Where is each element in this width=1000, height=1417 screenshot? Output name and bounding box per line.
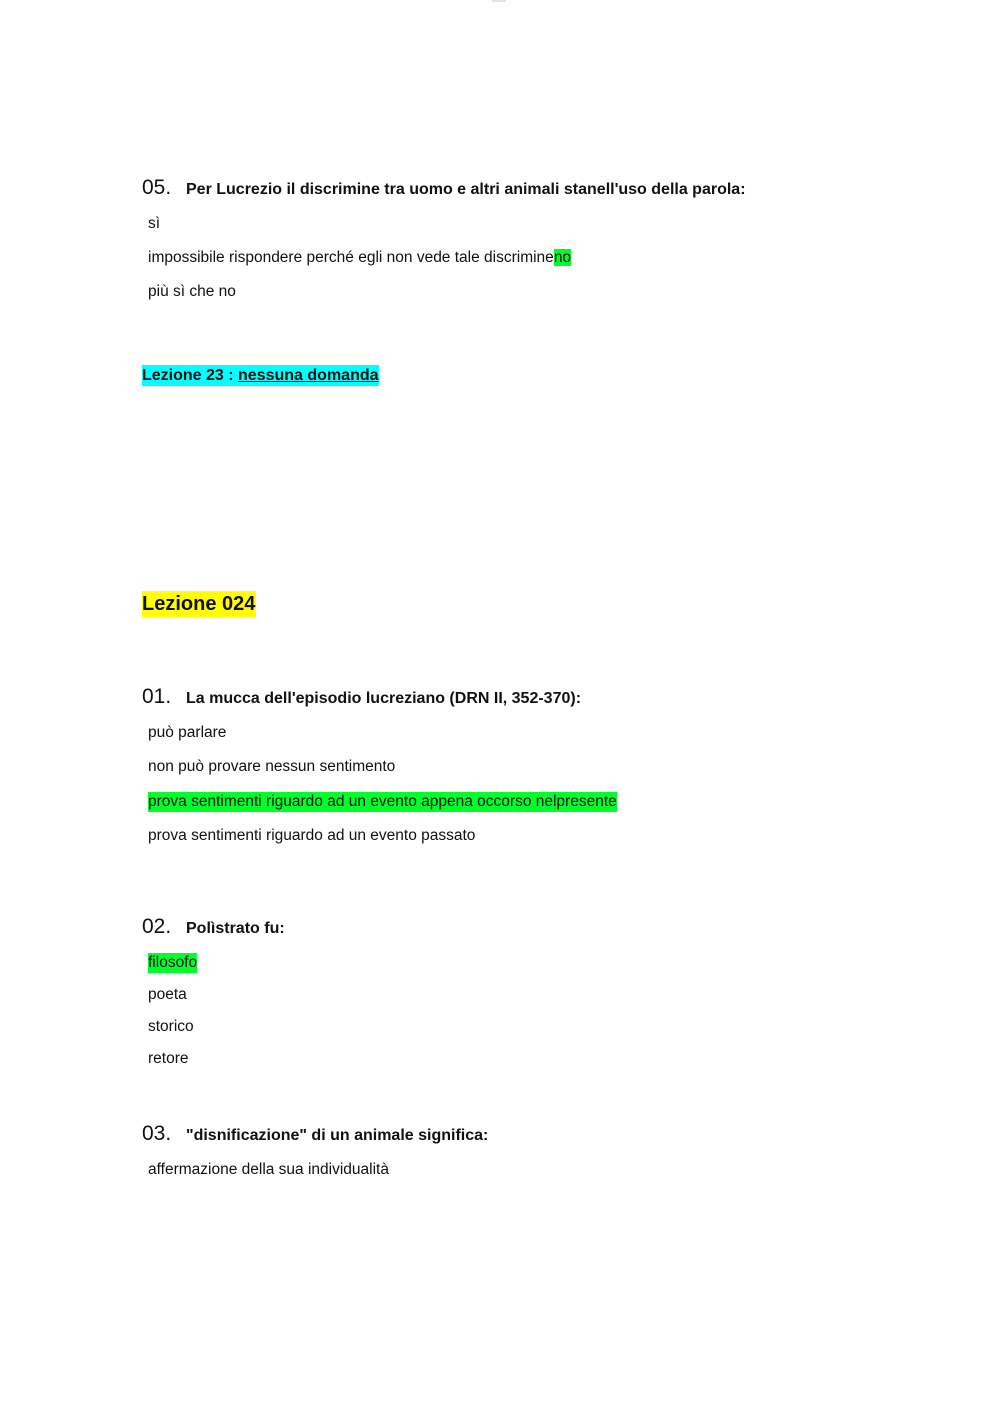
answer-option-text: impossibile rispondere perché egli non vede tale discrimine (148, 249, 554, 266)
lesson-label: Lezione 23 : (142, 367, 239, 384)
question-text: Per Lucrezio il discrimine tra uomo e altri animali stanell'uso della parola: (186, 181, 746, 198)
answer-option: affermazione della sua individualità (148, 1161, 389, 1178)
answer-option: non può provare nessun sentimento (148, 758, 396, 775)
answer-option: sì (148, 215, 161, 232)
question-text: Polìstrato fu: (186, 920, 285, 937)
correct-answer-option: prova sentimenti riguardo ad un evento appena occorso nelpresente (148, 793, 617, 810)
question-number: 05. (142, 176, 172, 199)
question-01 (142, 685, 581, 709)
answer-option: retore (148, 1050, 189, 1067)
correct-answer-option: filosofo (148, 954, 198, 971)
question-03 (142, 1122, 488, 1146)
answer-option: può parlare (148, 724, 227, 741)
lesson-23-note (142, 365, 379, 386)
question-number: 02. (142, 915, 172, 938)
lesson-note-text: nessuna domanda (238, 367, 379, 384)
answer-option: più sì che no (148, 283, 236, 300)
question-number: 01. (142, 685, 172, 708)
page-top-mark (492, 0, 506, 2)
answer-option (148, 248, 571, 268)
question-02 (142, 915, 285, 939)
lesson-title: Lezione 024 (142, 593, 256, 615)
answer-option: storico (148, 1018, 194, 1035)
question-text: "disnificazione" di un animale significa: (186, 1127, 489, 1144)
answer-option: poeta (148, 986, 187, 1003)
question-number: 03. (142, 1122, 172, 1145)
correct-answer-highlight: no (553, 249, 572, 266)
answer-option: prova sentimenti riguardo ad un evento passato (148, 827, 476, 844)
question-text: La mucca dell'episodio lucreziano (DRN II, 352-370): (186, 690, 582, 707)
question-05 (142, 176, 746, 200)
